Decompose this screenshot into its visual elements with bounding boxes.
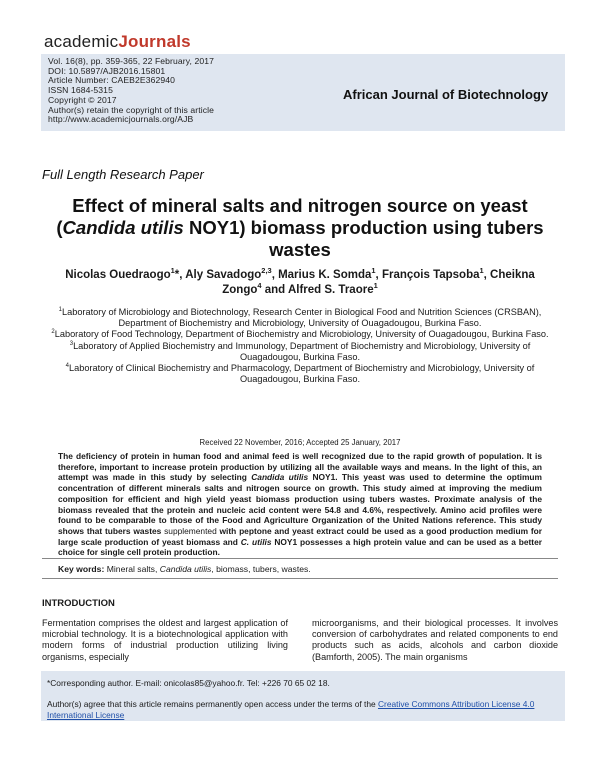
license-note: Author(s) agree that this article remains permanently open access under the terms of the Creative Commons Attribution License 4.0 International License: [47, 699, 535, 720]
paper-title: Effect of mineral salts and nitrogen source on yeast (Candida utilis NOY1) biomass production using tubers wastes: [56, 195, 544, 260]
affiliations: [45, 307, 555, 385]
affiliation: $^1$Laboratory of Microbiology and Biotechnology, Research Center in Biological Food and Nutrition Sciences (CRSBAN), Department of Biochemistry and Microbiology, University of Ouagadougou, Burkina Faso.: [58, 306, 542, 329]
section-heading: INTRODUCTION: [42, 598, 115, 609]
author-list: [45, 268, 555, 298]
author: Alfred S. Traore$^1$: [287, 281, 378, 296]
author: Cheikna Zongo$^4$ and: [222, 269, 535, 296]
meta-issn: ISSN 1684-5315: [48, 85, 113, 96]
meta-rights: Author(s) retain the copyright of this article: [48, 104, 215, 115]
meta-volume: Vol. 16(8), pp. 359-365, 22 February, 2017: [48, 56, 214, 66]
meta-article-number: Article Number: CAEB2E362940: [48, 75, 175, 86]
meta-copyright: Copyright © 2017: [48, 94, 117, 105]
journal-logo: academicJournals: [44, 32, 191, 51]
affiliation: $^2$Laboratory of Food Technology, Department of Biochemistry and Microbiology, University of Ouagadougou, Burkina Faso.: [51, 329, 549, 340]
paper-type: Full Length Research Paper: [42, 167, 204, 182]
author: François Tapsoba$^1$,: [381, 266, 491, 281]
affiliation: $^4$Laboratory of Clinical Biochemistry and Pharmacology, Department of Biochemistry and Microbiology, University of Ouagadougou, Burkina Faso.: [65, 362, 535, 385]
received-dates: Received 22 November, 2016; Accepted 25 January, 2017: [199, 438, 401, 447]
journal-name: African Journal of Biotechnology: [343, 87, 549, 102]
article-meta: [48, 57, 214, 125]
meta-url[interactable]: http://www.academicjournals.org/AJB: [48, 114, 194, 125]
author: Marius K. Somda$^1$,: [278, 266, 382, 281]
author: Aly Savadogo$^{2,3}$,: [185, 266, 279, 281]
corresponding-author: *Corresponding author. E-mail: onicolas85@yahoo.fr. Tel: +226 70 65 02 18.: [47, 678, 330, 688]
body-column-right: microorganisms, and their biological processes. It involves conversion of carbohydrates and related components to end products such as acids, alcohols and carbon dioxide (Bamforth, 2005). The main organisms: [312, 618, 558, 662]
affiliation: $^3$Laboratory of Applied Biochemistry and Immunology, Department of Biochemistry and Microbiology, University of Ouagadougou, Burkina Faso.: [69, 340, 531, 362]
body-column-left: Fermentation comprises the oldest and largest application of microbial technology. It is a biotechnological application with modern forms of industrial production utilizing living organisms, especially: [42, 618, 288, 662]
author: Nicolas Ouedraogo$^1$*,: [65, 266, 186, 281]
meta-doi: DOI: 10.5897/AJB2016.15801: [48, 65, 166, 76]
keywords: Key words: Mineral salts, Candida utilis, biomass, tubers, wastes.: [58, 564, 311, 574]
divider: [42, 558, 558, 559]
divider: [42, 578, 558, 579]
abstract: The deficiency of protein in human food and animal feed is well recognized due to the rapid growth of population. It is therefore, important to increase protein production by utilizing all the available ways and means. In the light of this, an attempt was made in this study by selecting Candida utilis NOY1. This yeast was used to determine the optimum concentration of different minerals salts and nitrogen source on growth. This study aimed at improving the medium composition for efficient and high yield yeast biomass production using tubers wastes. Proximate analysis of the biomass revealed that the protein and nucleic acid content were 54.8 and 4.6%, respectively. Amino acid profiles were found to be comparable to those of the Food and Agriculture Organization of the United Nations reference. This study shows that tubers wastes supplemented with peptone and yeast extract could be used as a good production medium for large scale production of yeast biomass and C. utilis NOY1 possesses a high protein value and can be used as a better choice for single cell protein production.: [58, 451, 543, 558]
license-link[interactable]: Creative Commons Attribution License 4.0 International License: [47, 699, 535, 720]
